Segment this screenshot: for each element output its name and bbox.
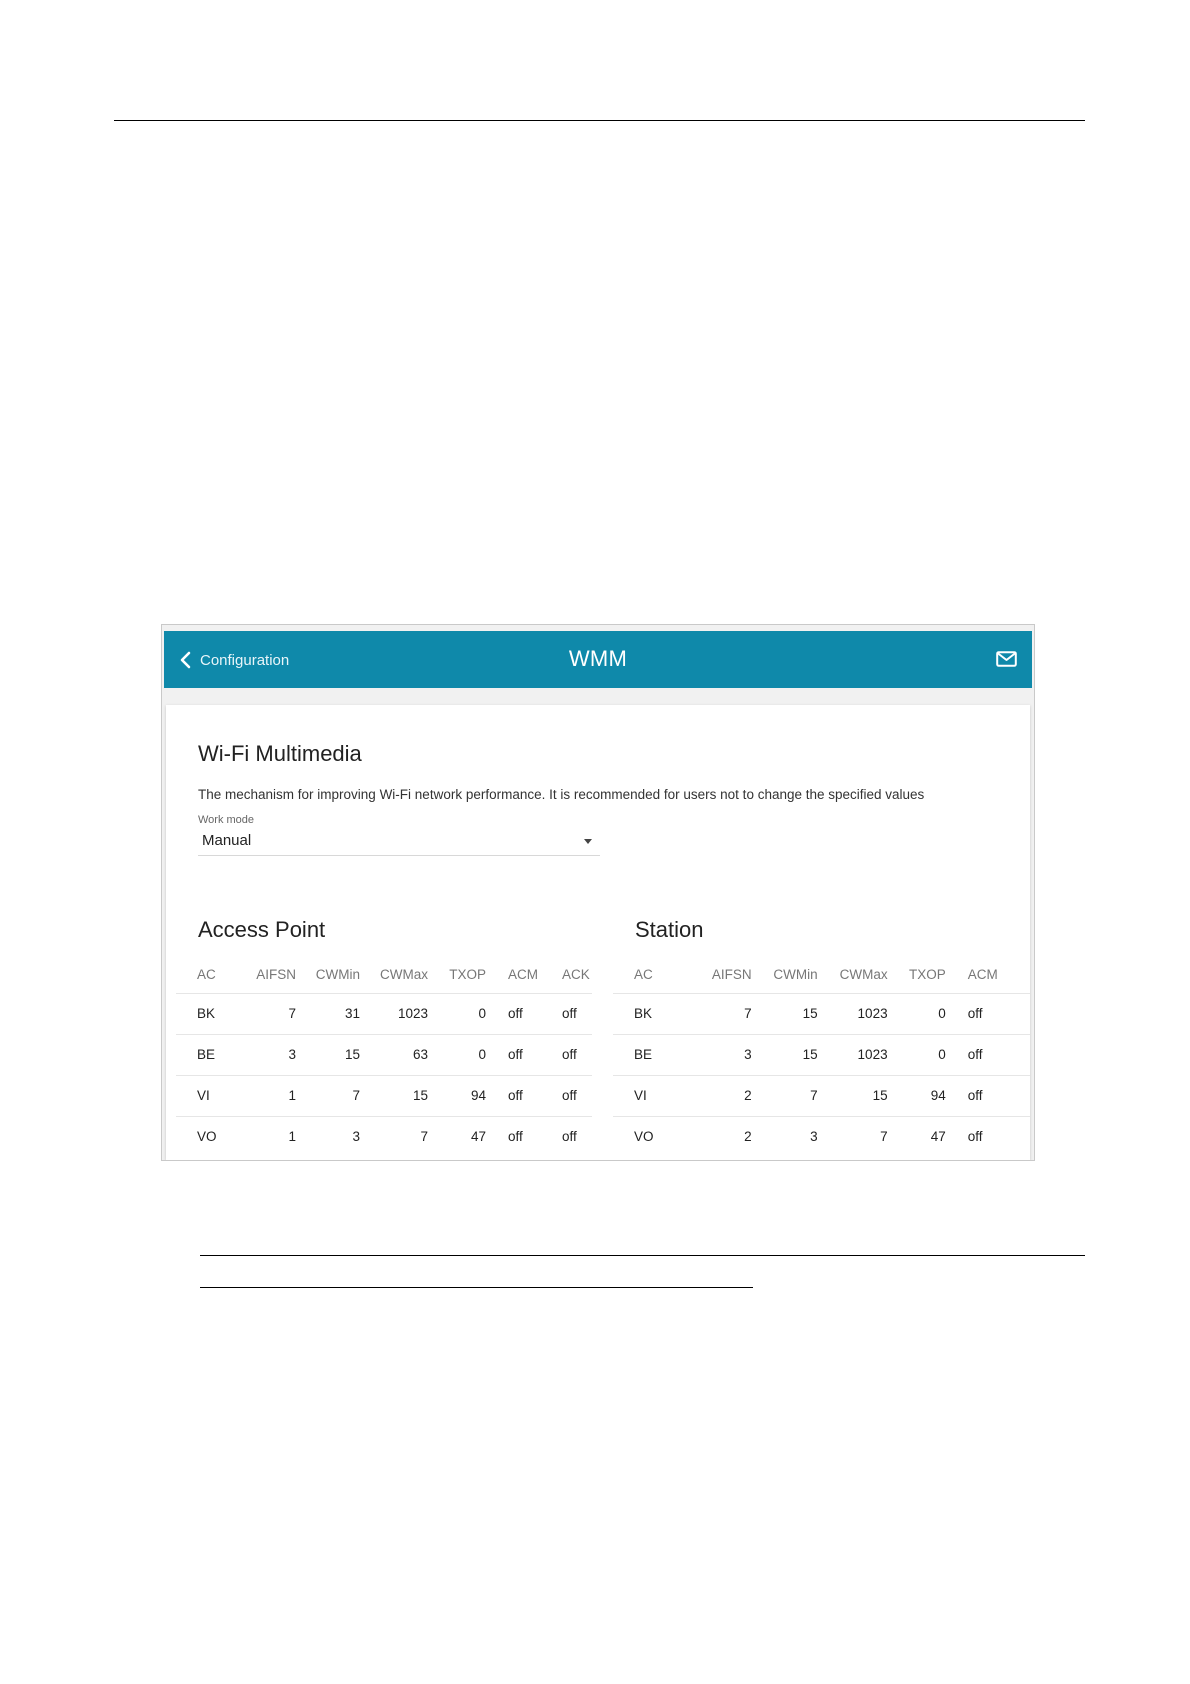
- cell-cwmin: 7: [296, 1075, 360, 1116]
- top-rule: [114, 120, 1085, 121]
- cell-txop: 94: [888, 1075, 946, 1116]
- cell-cwmax: 7: [818, 1116, 888, 1157]
- cell-ac: BK: [176, 993, 240, 1034]
- cell-aifsn: 1: [240, 1116, 296, 1157]
- table-row[interactable]: [176, 1116, 592, 1157]
- cell-ac: VI: [613, 1075, 671, 1116]
- cell-cwmax: 63: [360, 1034, 428, 1075]
- cell-txop: 0: [428, 1034, 486, 1075]
- column-header: AIFSN: [256, 967, 296, 983]
- cell-aifsn: 3: [671, 1034, 752, 1075]
- mail-icon: [996, 651, 1017, 667]
- cell-acm: off: [946, 1116, 998, 1157]
- cell-spacer: [998, 1116, 1030, 1157]
- column-header: TXOP: [449, 967, 486, 983]
- cell-cwmin: 15: [752, 993, 818, 1034]
- cell-aifsn: 1: [240, 1075, 296, 1116]
- table-row[interactable]: [613, 993, 1030, 1034]
- cell-ack: off: [540, 993, 592, 1034]
- top-bar: [164, 631, 1032, 688]
- cell-aifsn: 2: [671, 1116, 752, 1157]
- cell-ack: off: [540, 1116, 592, 1157]
- cell-cwmax: 7: [360, 1116, 428, 1157]
- table-row[interactable]: [613, 1034, 1030, 1075]
- cell-ac: VO: [176, 1116, 240, 1157]
- column-header: AC: [634, 967, 653, 983]
- table-row[interactable]: [613, 1116, 1030, 1157]
- cell-aifsn: 7: [671, 993, 752, 1034]
- cell-acm: off: [486, 1075, 540, 1116]
- section-description: The mechanism for improving Wi-Fi network performance. It is recommended for users not to change the specified values: [198, 787, 925, 802]
- cell-ack: off: [540, 1034, 592, 1075]
- cell-spacer: [998, 993, 1030, 1034]
- cell-ac: BE: [176, 1034, 240, 1075]
- notifications-button[interactable]: [996, 651, 1017, 667]
- cell-cwmin: 7: [752, 1075, 818, 1116]
- table-row[interactable]: [176, 1075, 592, 1116]
- cell-aifsn: 7: [240, 993, 296, 1034]
- table-header-row: [176, 945, 592, 993]
- cell-ac: VO: [613, 1116, 671, 1157]
- table-row[interactable]: [176, 993, 592, 1034]
- table-header-row: [613, 945, 1030, 993]
- cell-cwmin: 31: [296, 993, 360, 1034]
- caret-down-icon: [584, 839, 592, 844]
- column-header: ACM: [508, 967, 538, 983]
- column-header: CWMin: [773, 967, 818, 983]
- cell-acm: off: [946, 1075, 998, 1116]
- cell-txop: 47: [888, 1116, 946, 1157]
- page-title: WMM: [568, 646, 628, 671]
- column-header: ACM: [967, 967, 998, 983]
- footnote-rule-2: [200, 1287, 753, 1288]
- cell-cwmax: 15: [818, 1075, 888, 1116]
- column-header: CWMax: [380, 967, 428, 983]
- cell-cwmin: 15: [752, 1034, 818, 1075]
- settings-card: [166, 705, 1030, 1160]
- cell-txop: 0: [888, 1034, 946, 1075]
- cell-ac: VI: [176, 1075, 240, 1116]
- cell-cwmax: 1023: [818, 1034, 888, 1075]
- table-row[interactable]: [613, 1075, 1030, 1116]
- cell-acm: off: [486, 1034, 540, 1075]
- cell-ac: BE: [613, 1034, 671, 1075]
- cell-ack: off: [540, 1075, 592, 1116]
- cell-spacer: [998, 1034, 1030, 1075]
- access-point-table: [176, 945, 592, 1157]
- cell-ac: BK: [613, 993, 671, 1034]
- screenshot-frame: [161, 624, 1035, 1161]
- work-mode-select[interactable]: [198, 830, 600, 856]
- cell-aifsn: 3: [240, 1034, 296, 1075]
- cell-cwmin: 15: [296, 1034, 360, 1075]
- station-table: [613, 945, 1030, 1157]
- cell-txop: 94: [428, 1075, 486, 1116]
- table-row[interactable]: [176, 1034, 592, 1075]
- cell-acm: off: [486, 993, 540, 1034]
- cell-acm: off: [946, 993, 998, 1034]
- access-point-title: Access Point: [198, 917, 326, 942]
- column-header: CWMin: [315, 967, 360, 983]
- column-header: ACK: [562, 967, 590, 983]
- station-title: Station: [635, 917, 704, 942]
- cell-cwmax: 15: [360, 1075, 428, 1116]
- cell-acm: off: [946, 1034, 998, 1075]
- section-title: Wi-Fi Multimedia: [198, 741, 362, 766]
- cell-txop: 0: [428, 993, 486, 1034]
- cell-aifsn: 2: [671, 1075, 752, 1116]
- column-header: CWMax: [839, 967, 888, 983]
- work-mode-label: Work mode: [198, 814, 255, 826]
- cell-spacer: [998, 1075, 1030, 1116]
- cell-acm: off: [486, 1116, 540, 1157]
- cell-txop: 0: [888, 993, 946, 1034]
- column-header: TXOP: [908, 967, 946, 983]
- cell-cwmax: 1023: [818, 993, 888, 1034]
- work-mode-value: Manual: [202, 832, 252, 849]
- cell-txop: 47: [428, 1116, 486, 1157]
- column-header: AIFSN: [711, 967, 752, 983]
- cell-cwmin: 3: [752, 1116, 818, 1157]
- footnote-rule-1: [200, 1255, 1085, 1256]
- cell-cwmax: 1023: [360, 993, 428, 1034]
- column-spacer: [998, 945, 1030, 993]
- back-label: Configuration: [200, 651, 290, 669]
- column-header: AC: [197, 967, 216, 983]
- cell-cwmin: 3: [296, 1116, 360, 1157]
